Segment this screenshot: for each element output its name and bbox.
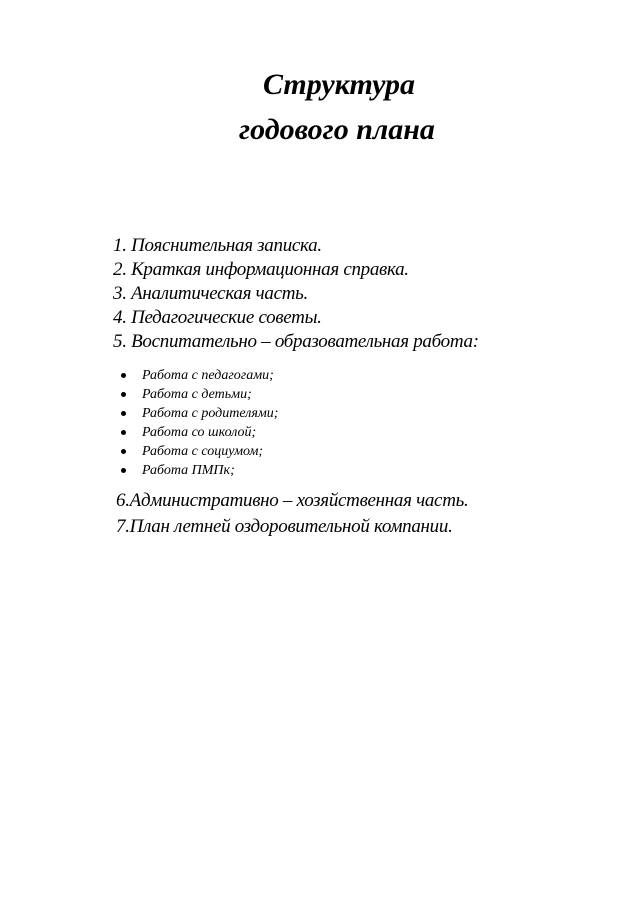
bullet-item	[120, 423, 278, 442]
bullet-icon	[121, 449, 126, 454]
list-item: 5. Воспитательно – образовательная работа:	[113, 331, 479, 352]
bullet-item-label: Работа с детьми;	[142, 387, 252, 402]
bullet-icon	[121, 411, 126, 416]
closing-list	[116, 488, 468, 540]
bullet-item	[120, 404, 278, 423]
bullet-list	[120, 366, 278, 480]
bullet-item-label: Работа с педагогами;	[142, 368, 274, 383]
list-item: 3. Аналитическая часть.	[113, 283, 308, 304]
bullet-item	[120, 442, 278, 461]
bullet-item-label: Работа со школой;	[142, 425, 257, 440]
bullet-icon	[121, 373, 126, 378]
list-item: 7.План летней оздоровительной компании.	[116, 516, 453, 537]
bullet-icon	[121, 392, 126, 397]
bullet-item	[120, 461, 278, 480]
bullet-item	[120, 385, 278, 404]
page-title-line-1: Структура	[262, 68, 415, 101]
list-item: 2. Краткая информационная справка.	[113, 259, 409, 280]
numbered-list	[113, 234, 479, 354]
bullet-item-label: Работа с социумом;	[142, 444, 264, 459]
bullet-icon	[121, 430, 126, 435]
bullet-item-label: Работа с родителями;	[142, 406, 279, 421]
list-item: 1. Пояснительная записка.	[113, 235, 322, 256]
list-item: 6.Административно – хозяйственная часть.	[116, 490, 469, 511]
bullet-item-label: Работа ПМПк;	[142, 463, 235, 478]
bullet-item	[120, 366, 278, 385]
list-item: 4. Педагогические советы.	[113, 307, 322, 328]
bullet-icon	[121, 468, 126, 473]
page-title-line-2: годового плана	[239, 113, 435, 146]
